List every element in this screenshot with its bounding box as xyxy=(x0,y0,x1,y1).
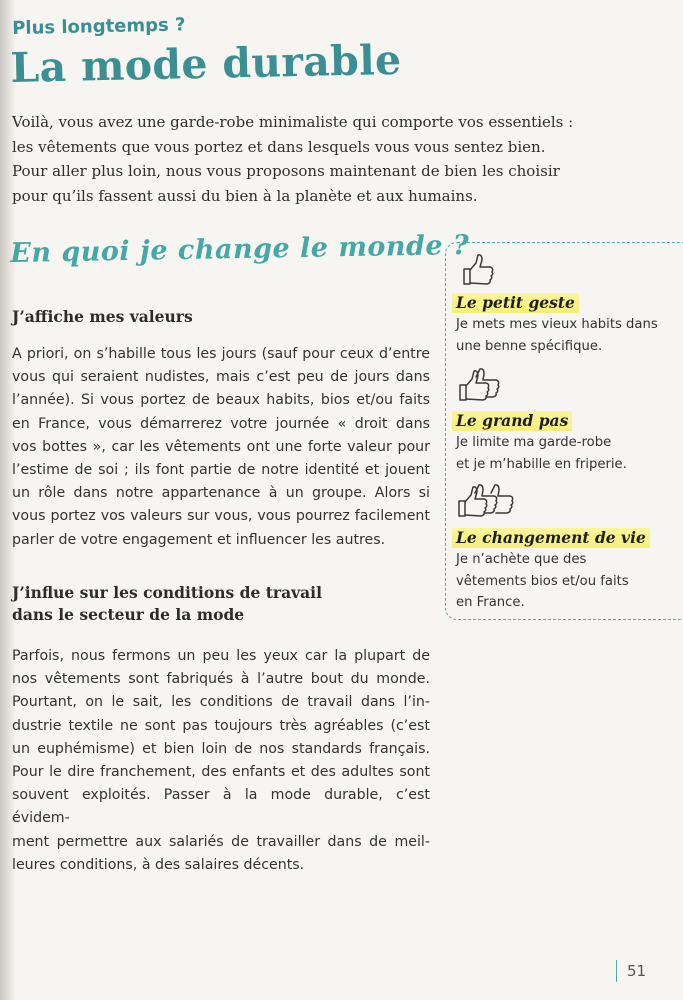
intro-line: pour qu’ils fassent aussi du bien à la planète et aux humains. xyxy=(12,186,478,205)
paragraph-line: Parfois, nous fermons un peu les yeux car la plupart de xyxy=(12,648,430,664)
tip-text xyxy=(456,314,658,357)
paragraph-line: parler de votre engagement et influencer les autres. xyxy=(12,531,386,548)
subheading-values xyxy=(12,306,193,328)
paragraph-line: Pour le dire franchement, des enfants et des adultes sont xyxy=(12,764,430,781)
intro-line: Pour aller plus loin, nous vous proposons maintenant de bien les choisir xyxy=(12,162,560,180)
tip-title: Le changement de vie xyxy=(452,528,650,548)
paragraph-line: A priori, on s’habille tous les jours (sauf pour ceux d’entre xyxy=(12,346,430,362)
one-thumb-up-icon xyxy=(456,251,498,291)
tip-text-line: Je mets mes vieux habits dans xyxy=(456,317,658,332)
two-thumbs-up-icon xyxy=(456,365,506,409)
tip-title: Le petit geste xyxy=(452,293,579,313)
paragraph-line: nos vêtements sont fabriqués à l’autre bout du monde. xyxy=(12,671,430,688)
tip-text-line: en France. xyxy=(456,595,525,610)
paragraph-working-conditions xyxy=(12,645,430,877)
subheading-working-conditions xyxy=(12,582,322,626)
page-title: La mode durable xyxy=(10,35,402,92)
page-number: 51 xyxy=(616,960,646,982)
tip-text xyxy=(456,549,629,614)
tip-text-line: et je m’habille en friperie. xyxy=(456,456,627,472)
tip-text-line: Je limite ma garde-robe xyxy=(456,435,612,450)
paragraph-line: l’estime de soi ; ils font partie de notre identité et jouent xyxy=(12,462,430,479)
paragraph-line: ment permettre aux salariés de travailler dans de meil- xyxy=(12,833,430,850)
paragraph-line: en France, vous démarrerez votre journée « droit dans xyxy=(12,415,430,432)
paragraph-line: dustrie textile ne sont pas toujours très agréables (c’est xyxy=(12,717,430,734)
intro-paragraph xyxy=(12,110,612,208)
subheading-line: J’affiche mes valeurs xyxy=(12,307,193,326)
three-thumbs-up-icon xyxy=(456,481,522,525)
tips-box xyxy=(445,242,683,620)
intro-line: les vêtements que vous portez et dans lesquels vous vous sentez bien. xyxy=(12,137,546,156)
intro-line: Voilà, vous avez une garde-robe minimaliste qui comporte vos essentiels : xyxy=(12,113,574,131)
subheading-line: dans le secteur de la mode xyxy=(12,605,245,624)
paragraph-line: souvent exploités. Passer à la mode durable, c’est évidem- xyxy=(12,787,430,827)
tip-title: Le grand pas xyxy=(452,411,572,431)
tip-text xyxy=(456,432,627,475)
paragraph-line: vous qui seraient nudistes, mais c’est peu de jours dans xyxy=(12,369,430,386)
tip-text-line: vêtements bios et/ou faits xyxy=(456,573,629,589)
tip-text-line: Je n’achète que des xyxy=(456,552,587,567)
paragraph-line: l’année). Si vous portez de beaux habits, bios et/ou faits xyxy=(12,392,430,409)
paragraph-line: Pourtant, on le sait, les conditions de travail dans l’in- xyxy=(12,694,430,711)
paragraph-line: un rôle dans notre appartenance à un groupe. Alors si xyxy=(12,485,430,502)
paragraph-line: vous portez vos valeurs sur vous, vous pourrez facilement xyxy=(12,508,430,525)
kicker-label: Plus longtemps ? xyxy=(12,14,186,39)
paragraph-line: vos bottes », car les vêtements ont une forte valeur pour xyxy=(12,438,430,455)
subheading-line: J’influe sur les conditions de travail xyxy=(12,583,322,602)
section-heading: En quoi je change le monde ? xyxy=(10,229,470,269)
tip-text-line: une benne spécifique. xyxy=(456,338,603,354)
paragraph-line: leures conditions, à des salaires décents. xyxy=(12,856,305,873)
paragraph-values xyxy=(12,343,430,552)
paragraph-line: un euphémisme) et bien loin de nos standards français. xyxy=(12,740,430,757)
